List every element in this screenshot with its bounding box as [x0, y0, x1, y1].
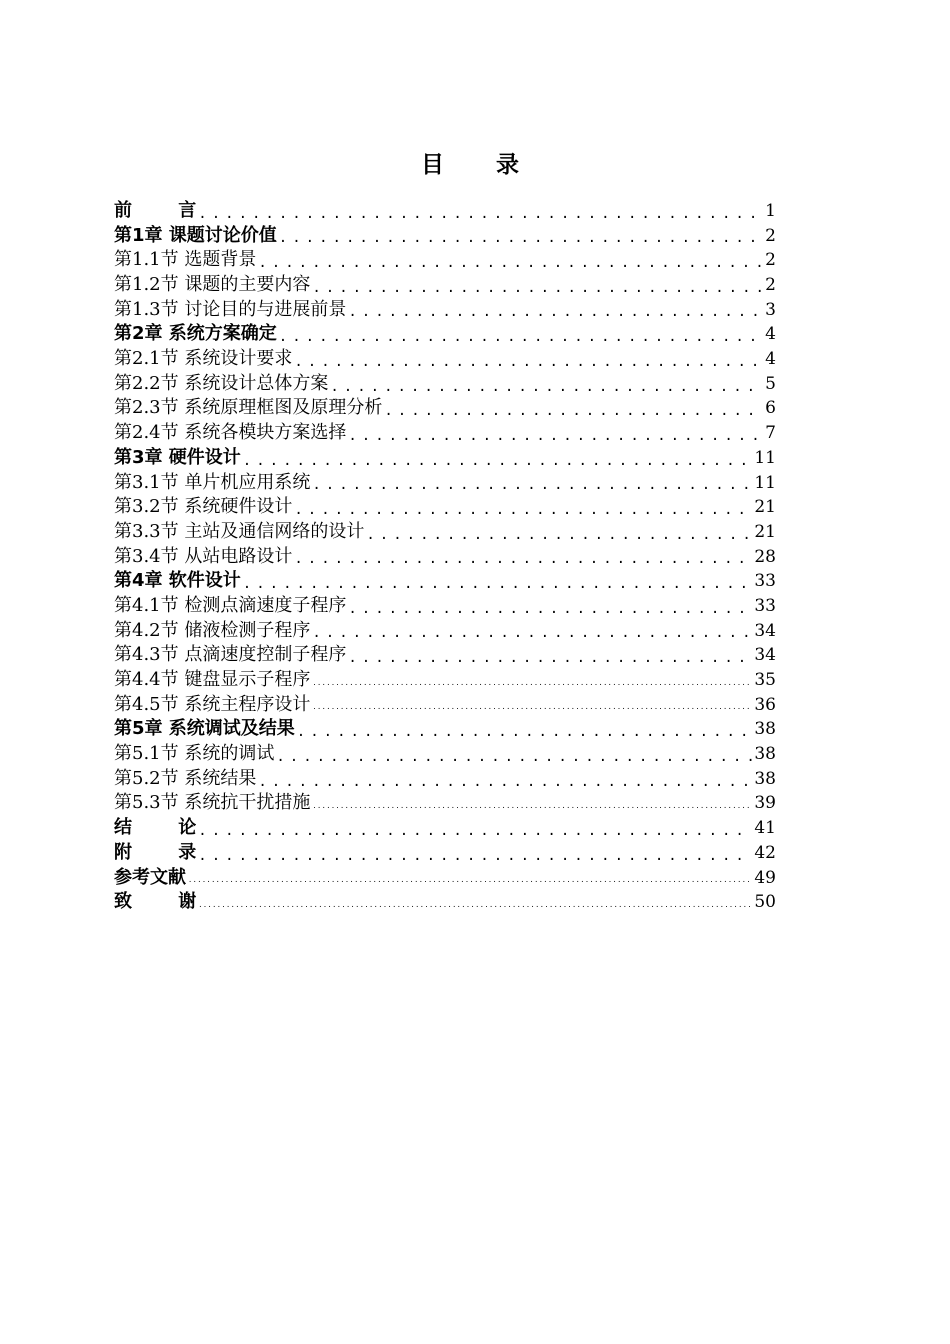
toc-entry[interactable] [114, 248, 776, 273]
toc-dot-leader [312, 673, 752, 693]
toc-dot-leader [348, 599, 752, 619]
toc-entry-label: 第4.2节 储液检测子程序 [114, 619, 311, 641]
toc-dot-leader [276, 747, 752, 767]
toc-dot-leader [198, 204, 763, 224]
toc-dot-leader [279, 327, 763, 347]
toc-entry[interactable] [114, 520, 776, 545]
toc-entry-page-number: 11 [754, 472, 776, 493]
toc-dot-leader [312, 623, 752, 643]
toc-entry[interactable] [114, 372, 776, 397]
toc-entry[interactable] [114, 545, 776, 570]
toc-entry[interactable] [114, 471, 776, 496]
toc-entry-page-number: 38 [754, 719, 776, 740]
toc-dot-leader [312, 278, 763, 298]
toc-entry-page-number: 41 [754, 818, 776, 839]
page-title: 目 录 [420, 152, 541, 178]
toc-entry[interactable] [114, 495, 776, 520]
toc-entry[interactable] [114, 347, 776, 372]
toc-entry[interactable] [114, 569, 776, 594]
toc-entry-page-number: 38 [754, 744, 776, 765]
toc-entry-page-number: 34 [754, 620, 776, 641]
toc-entry[interactable] [114, 668, 776, 693]
toc-entry-label: 第5.2节 系统结果 [114, 767, 257, 789]
toc-entry[interactable] [114, 717, 776, 742]
toc-entry-label: 第2.4节 系统各模块方案选择 [114, 422, 347, 444]
toc-entry[interactable] [114, 224, 776, 249]
toc-entry[interactable] [114, 421, 776, 446]
toc-dot-leader [330, 377, 763, 397]
toc-entry[interactable] [114, 792, 776, 817]
toc-entry-page-number: 50 [754, 892, 776, 913]
toc-dot-leader [348, 426, 763, 446]
toc-entry-page-number: 34 [754, 645, 776, 666]
toc-entry-page-number: 1 [765, 200, 776, 221]
toc-entry-label: 第1.2节 课题的主要内容 [114, 274, 311, 296]
toc-entry-label: 第3.2节 系统硬件设计 [114, 496, 293, 518]
toc-entry-label: 第2.3节 系统原理框图及原理分析 [114, 397, 383, 419]
toc-entry-page-number: 3 [765, 299, 776, 320]
toc-dot-leader [294, 549, 752, 569]
toc-entry[interactable] [114, 841, 776, 866]
toc-entry[interactable] [114, 643, 776, 668]
toc-entry-page-number: 2 [765, 275, 776, 296]
toc-entry-page-number: 49 [754, 867, 776, 888]
toc-entry-label: 第3章 硬件设计 [114, 446, 241, 468]
toc-entry-page-number: 11 [754, 447, 776, 468]
toc-entry[interactable] [114, 742, 776, 767]
toc-dot-leader [258, 253, 763, 273]
toc-entry-label: 第4章 软件设计 [114, 570, 241, 592]
toc-dot-leader [384, 401, 763, 421]
toc-entry[interactable] [114, 298, 776, 323]
toc-dot-leader [312, 475, 752, 495]
toc-entry[interactable] [114, 397, 776, 422]
toc-entry-page-number: 36 [754, 694, 776, 715]
toc-entry-page-number: 7 [765, 423, 776, 444]
toc-entry-page-number: 42 [754, 842, 776, 863]
toc-entry[interactable] [114, 446, 776, 471]
toc-entry[interactable] [114, 594, 776, 619]
toc-entry-label: 第1章 课题讨论价值 [114, 224, 277, 246]
toc-entry[interactable] [114, 767, 776, 792]
toc-entry[interactable] [114, 322, 776, 347]
toc-entry-label: 第3.3节 主站及通信网络的设计 [114, 520, 365, 542]
toc-dot-leader [348, 302, 763, 322]
toc-entry-label: 第2.1节 系统设计要求 [114, 348, 293, 370]
toc-dot-leader [312, 697, 752, 717]
toc-entry-label: 第1.3节 讨论目的与进展前景 [114, 298, 347, 320]
toc-entry-label: 第2.2节 系统设计总体方案 [114, 372, 329, 394]
toc-dot-leader [366, 525, 752, 545]
toc-entry-label: 前 言 [114, 199, 217, 221]
toc-entry-label: 第4.3节 点滴速度控制子程序 [114, 644, 347, 666]
toc-entry-label: 第3.4节 从站电路设计 [114, 545, 293, 567]
toc-entry-label: 第5.3节 系统抗干扰措施 [114, 792, 311, 814]
table-of-contents [114, 199, 776, 915]
toc-dot-leader [348, 648, 752, 668]
toc-entry-label: 附 录 [114, 841, 217, 863]
toc-entry-page-number: 28 [754, 546, 776, 567]
toc-dot-leader [258, 772, 752, 792]
toc-entry-page-number: 6 [765, 398, 776, 419]
toc-entry-page-number: 4 [765, 324, 776, 345]
toc-dot-leader [198, 895, 752, 915]
toc-entry-label: 结 论 [114, 817, 217, 839]
toc-dot-leader [198, 821, 752, 841]
toc-entry-page-number: 21 [754, 497, 776, 518]
toc-entry-label: 第1.1节 选题背景 [114, 249, 257, 271]
toc-entry-label: 第4.5节 系统主程序设计 [114, 693, 311, 715]
toc-entry-page-number: 4 [765, 349, 776, 370]
toc-dot-leader [279, 228, 763, 248]
toc-entry-label: 参考文献 [114, 866, 186, 888]
toc-entry-label: 第4.4节 键盘显示子程序 [114, 669, 311, 691]
toc-entry-page-number: 38 [754, 768, 776, 789]
toc-entry-page-number: 5 [765, 373, 776, 394]
toc-dot-leader [243, 451, 753, 471]
toc-entry-page-number: 39 [754, 793, 776, 814]
toc-entry-label: 第2章 系统方案确定 [114, 323, 277, 345]
toc-entry[interactable] [114, 693, 776, 718]
toc-entry-page-number: 21 [754, 521, 776, 542]
toc-dot-leader [294, 500, 752, 520]
toc-entry-label: 第5.1节 系统的调试 [114, 743, 275, 765]
toc-entry[interactable] [114, 890, 776, 915]
toc-entry-page-number: 2 [765, 250, 776, 271]
toc-entry-page-number: 33 [754, 571, 776, 592]
toc-entry[interactable] [114, 866, 776, 891]
toc-dot-leader [198, 846, 752, 866]
toc-entry-page-number: 33 [754, 595, 776, 616]
toc-entry[interactable] [114, 199, 776, 224]
toc-entry[interactable] [114, 619, 776, 644]
toc-dot-leader [294, 352, 763, 372]
toc-entry-label: 第3.1节 单片机应用系统 [114, 471, 311, 493]
toc-dot-leader [312, 796, 752, 816]
toc-entry[interactable] [114, 273, 776, 298]
toc-entry-label: 致 谢 [114, 891, 217, 913]
toc-dot-leader [243, 574, 753, 594]
toc-dot-leader [297, 722, 753, 742]
toc-entry-label: 第4.1节 检测点滴速度子程序 [114, 594, 347, 616]
toc-entry-page-number: 35 [754, 670, 776, 691]
toc-entry-label: 第5章 系统调试及结果 [114, 718, 295, 740]
toc-entry-page-number: 2 [765, 225, 776, 246]
toc-entry[interactable] [114, 816, 776, 841]
toc-dot-leader [188, 870, 752, 890]
